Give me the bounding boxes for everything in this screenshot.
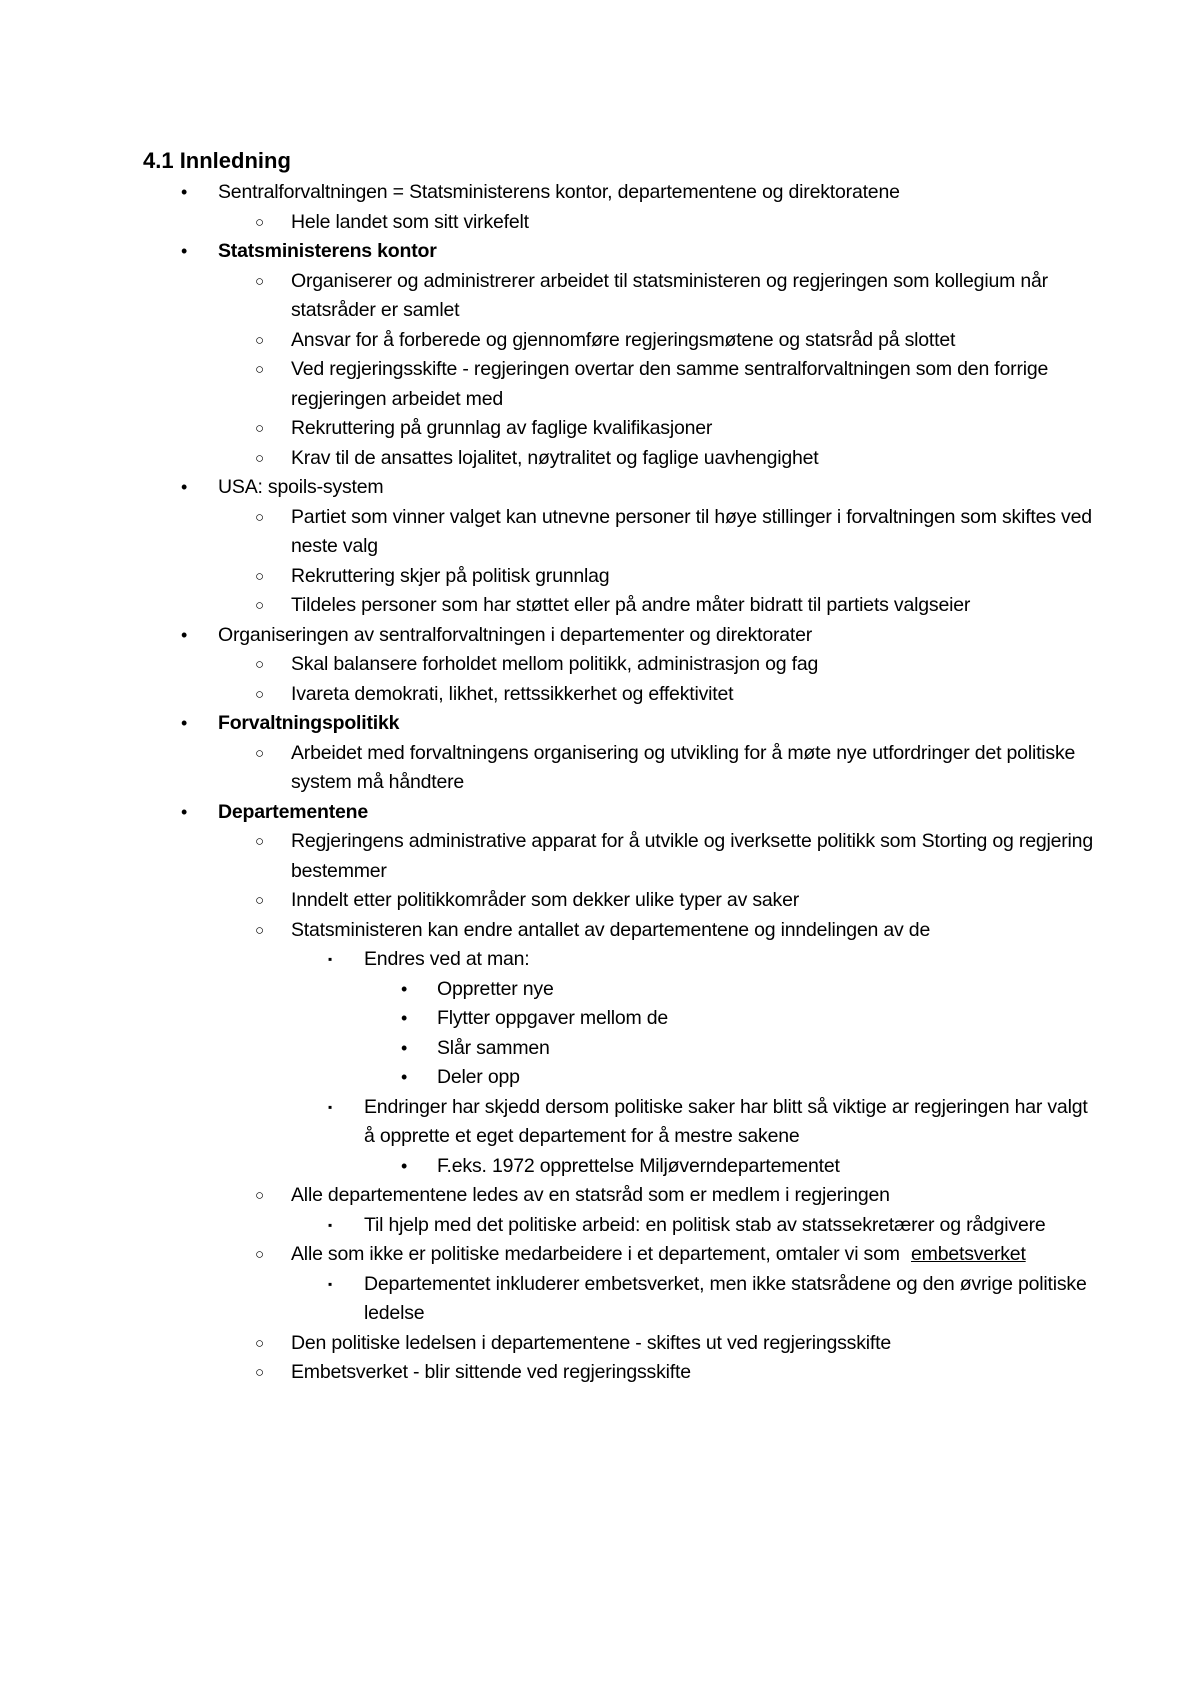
list-item (143, 1004, 1103, 1034)
list-item (143, 1240, 1103, 1270)
bullet-marker: • (181, 182, 188, 202)
list-item (143, 178, 1103, 208)
bullet-marker: ○ (255, 744, 264, 762)
notes-content (143, 146, 1103, 1388)
list-item-text: Rekruttering på grunnlag av faglige kvalifikasjoner (291, 417, 713, 439)
list-item-text: Forvaltningspolitikk (218, 712, 400, 734)
list-item-text: Hele landet som sitt virkefelt (291, 210, 529, 233)
list-item (143, 827, 1103, 886)
bullet-marker: • (181, 477, 188, 497)
list-item-text: Departementene (218, 800, 369, 823)
bullet-marker: ○ (255, 892, 264, 909)
bullet-marker: ○ (255, 656, 264, 673)
list-item-text: Statsministeren kan endre antallet av departementene og inndelingen av de (291, 918, 931, 941)
bullet-marker: ○ (255, 420, 264, 437)
list-item-text: Partiet som vinner valget kan utnevne personer til høye stillinger i forvaltningen som skiftes ved neste valg (291, 505, 1092, 557)
list-item-text: Tildeles personer som har støttet eller på andre måter bidratt til partiets valgseier (291, 594, 971, 616)
list-item-text: Oppretter nye (437, 977, 554, 1000)
list-item-text: Endres ved at man: (364, 948, 530, 970)
bullet-marker: ○ (255, 921, 264, 939)
bullet-marker: • (181, 713, 188, 733)
list-item-text: Ved regjeringsskifte - regjeringen overtar den samme sentralforvaltningen som den forrige regjeringen arbeidet med (291, 358, 1049, 410)
list-item-text: Alle departementene ledes av en statsråd som er medlem i regjeringen (291, 1184, 890, 1206)
bullet-marker: ○ (255, 833, 264, 850)
bullet-marker: ▪ (328, 1276, 333, 1291)
list-item (143, 267, 1103, 326)
bullet-list (143, 178, 1103, 1388)
section-heading: 4.1 Innledning (143, 148, 291, 173)
list-item-text: Skal balansere forholdet mellom politikk, administrasjon og fag (291, 653, 819, 675)
list-item (143, 237, 1103, 267)
bullet-marker: ○ (255, 1246, 264, 1263)
list-item (143, 591, 1103, 621)
bullet-marker: ○ (255, 1334, 264, 1352)
list-item (143, 798, 1103, 828)
list-item (143, 739, 1103, 798)
list-item (143, 1093, 1103, 1152)
list-item-text: Krav til de ansattes lojalitet, nøytralitet og faglige uavhengighet (291, 446, 819, 469)
list-item (143, 1063, 1103, 1093)
list-item-text: Organiserer og administrerer arbeidet til statsministeren og regjeringen som kollegium når statsråder er samlet (291, 269, 1048, 321)
list-item (143, 650, 1103, 680)
list-item (143, 1181, 1103, 1211)
bullet-marker: • (181, 624, 188, 645)
list-item (143, 1152, 1103, 1182)
list-item-text: Deler opp (437, 1066, 520, 1088)
bullet-marker: • (181, 241, 188, 261)
bullet-marker: ○ (255, 272, 264, 290)
list-item-text: Sentralforvaltningen = Statsministerens kontor, departementene og direktoratene (218, 181, 900, 203)
bullet-marker: • (181, 801, 188, 822)
list-item-text: Rekruttering skjer på politisk grunnlag (291, 564, 610, 587)
bullet-marker: ○ (255, 567, 264, 585)
list-item (143, 414, 1103, 444)
list-item-text: Endringer har skjedd dersom politiske saker har blitt så viktige ar regjeringen har valgt å opprette et eget departement for å mestre sakene (364, 1095, 1088, 1147)
bullet-marker: ○ (255, 361, 264, 378)
underlined-term: embetsverket (911, 1243, 1026, 1265)
list-item (143, 1034, 1103, 1064)
list-item (143, 562, 1103, 592)
bullet-marker: ▪ (328, 1217, 333, 1232)
list-item-text: Ivareta demokrati, likhet, rettssikkerhet og effektivitet (291, 682, 734, 705)
list-item-text: Organiseringen av sentralforvaltningen i departementer og direktorater (218, 623, 813, 646)
list-item (143, 1358, 1103, 1388)
list-item (143, 1211, 1103, 1241)
list-item-text: Flytter oppgaver mellom de (437, 1007, 669, 1029)
list-item-text: Til hjelp med det politiske arbeid: en politisk stab av statssekretærer og rådgivere (364, 1213, 1046, 1236)
list-item (143, 945, 1103, 975)
bullet-marker: ▪ (328, 1099, 333, 1114)
bullet-marker: ○ (255, 685, 264, 703)
list-item (143, 975, 1103, 1005)
list-item (143, 326, 1103, 356)
list-item-text: Embetsverket - blir sittende ved regjeringsskifte (291, 1361, 691, 1383)
bullet-marker: ○ (255, 331, 264, 349)
bullet-marker: ○ (255, 1364, 264, 1381)
list-item (143, 473, 1103, 503)
list-item (143, 621, 1103, 651)
list-item (143, 444, 1103, 474)
list-item-text: Inndelt etter politikkområder som dekker ulike typer av saker (291, 889, 800, 911)
bullet-marker: ○ (255, 1187, 264, 1204)
bullet-marker: ○ (255, 597, 264, 614)
bullet-marker: ▪ (328, 952, 333, 966)
list-item-text: Arbeidet med forvaltningens organisering og utvikling for å møte nye utfordringer det politiske system må håndtere (291, 741, 1076, 793)
list-item-text: USA: spoils-system (218, 476, 384, 498)
list-item (143, 503, 1103, 562)
list-item (143, 1329, 1103, 1359)
list-item (143, 680, 1103, 710)
list-item (143, 208, 1103, 238)
list-item-text: Departementet inkluderer embetsverket, men ikke statsrådene og den øvrige politiske ledelse (364, 1272, 1087, 1324)
bullet-marker: ○ (255, 508, 264, 526)
list-item-text: Slår sammen (437, 1036, 550, 1059)
bullet-marker: • (401, 978, 408, 999)
bullet-marker: • (401, 1008, 408, 1028)
bullet-marker: • (401, 1067, 408, 1087)
list-item-text: Ansvar for å forberede og gjennomføre regjeringsmøtene og statsråd på slottet (291, 328, 956, 351)
list-item (143, 355, 1103, 414)
bullet-marker: • (401, 1037, 408, 1058)
list-item-text: Alle som ikke er politiske medarbeidere i et departement, omtaler vi som (291, 1243, 900, 1265)
bullet-marker: • (401, 1155, 408, 1176)
list-item-text: F.eks. 1972 opprettelse Miljøverndepartementet (437, 1154, 840, 1177)
bullet-marker: ○ (255, 213, 264, 231)
bullet-marker: ○ (255, 449, 264, 467)
list-item (143, 886, 1103, 916)
list-item-text: Regjeringens administrative apparat for å utvikle og iverksette politikk som Storting og regjering bestemmer (291, 830, 1093, 882)
list-item-text: Statsministerens kontor (218, 240, 437, 262)
list-item (143, 1270, 1103, 1329)
list-item (143, 916, 1103, 946)
list-item (143, 709, 1103, 739)
list-item-text: Den politiske ledelsen i departementene - skiftes ut ved regjeringsskifte (291, 1331, 891, 1354)
